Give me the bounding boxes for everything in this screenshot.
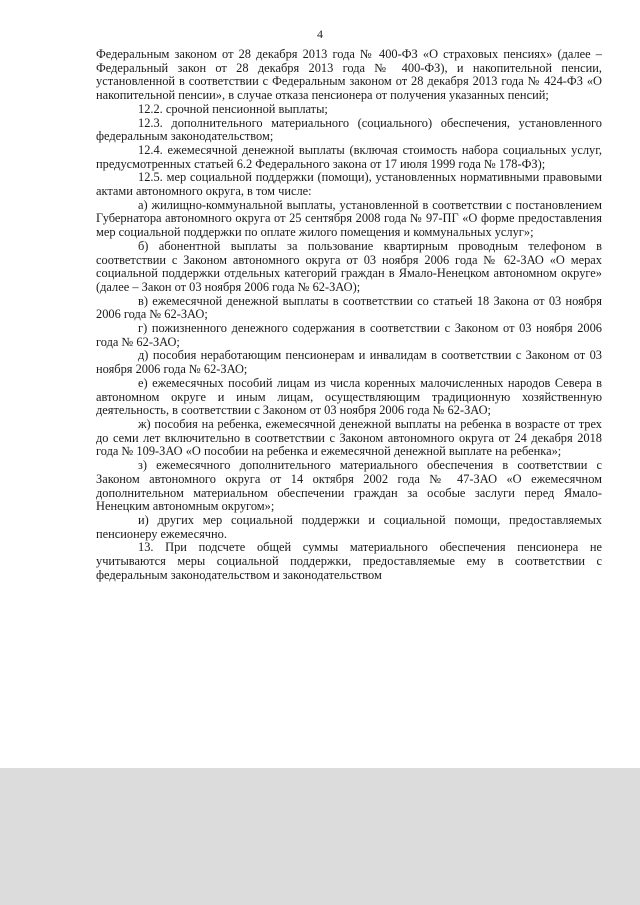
- paragraph-continuation: Федеральным законом от 28 декабря 2013 года № 400-ФЗ «О страховых пенсиях» (далее – Федеральный закон от 28 декабря 2013 года № 400-ФЗ), и накопительной пенсии, установленной в соответствии с Федеральным законом от 28 декабря 2013 года № 424-ФЗ «О накопительной пенсии», в случае отказа пенсионера от получения указанных пенсий;: [96, 47, 602, 103]
- subparagraph-v: в) ежемесячной денежной выплаты в соответствии со статьей 18 Закона от 03 ноября 2006 года № 62-ЗАО;: [96, 293, 602, 322]
- paragraph-12-4: 12.4. ежемесячной денежной выплаты (включая стоимость набора социальных услуг, предусмотренных статьей 6.2 Федерального закона от 17 июля 1999 года № 178-ФЗ);: [96, 142, 602, 171]
- subparagraph-g: г) пожизненного денежного содержания в соответствии с Законом от 03 ноября 2006 года № 62-ЗАО;: [96, 321, 602, 349]
- paragraph-12-3: 12.3. дополнительного материального (социального) обеспечения, установленного федеральным законодательством;: [96, 115, 602, 144]
- document-body: [96, 48, 602, 582]
- subparagraph-i: и) других мер социальной поддержки и социальной помощи, предоставляемых пенсионеру ежемесячно.: [96, 512, 602, 541]
- subparagraph-zh: ж) пособия на ребенка, ежемесячной денежной выплаты на ребенка в возрасте от трех до семи лет включительно в соответствии с Законом автономного округа от 24 декабря 2018 года № 109-ЗАО «О пособии на ребенка и ежемесячной денежной выплате на ребенка»;: [96, 416, 602, 459]
- page-number: 4: [317, 27, 323, 41]
- scan-background: [0, 768, 640, 905]
- subparagraph-d: д) пособия неработающим пенсионерам и инвалидам в соответствии с Законом от 03 ноября 2006 года № 62-ЗАО;: [96, 348, 602, 377]
- paragraph-12-2: 12.2. срочной пенсионной выплаты;: [138, 101, 328, 116]
- subparagraph-e: е) ежемесячных пособий лицам из числа коренных малочисленных народов Севера в автономном округе и иным лицам, осуществляющим традиционную хозяйственную деятельность, в соответствии с Законом от 03 ноября 2006 года № 62-ЗАО;: [96, 375, 602, 418]
- subparagraph-z: з) ежемесячного дополнительного материального обеспечения в соответствии с Законом автономного округа от 14 октября 2002 года № 47-ЗАО «О ежемесячном дополнительном материальном обеспечении граждан за особые заслуги перед Ямало-Ненецким автономным округом»;: [96, 458, 602, 514]
- subparagraph-b: б) абонентной выплаты за пользование квартирным проводным телефоном в соответствии с Законом автономного округа от 03 ноября 2006 года № 62-ЗАО «О мерах социальной поддержки отдельных категорий граждан в Ямало-Ненецком автономном округе» (далее – Закон от 03 ноября 2006 года № 62-ЗАО);: [96, 238, 602, 294]
- paragraph-12-5: 12.5. мер социальной поддержки (помощи), установленных нормативными правовыми актами автономного округа, в том числе:: [96, 170, 602, 199]
- paragraph-13: 13. При подсчете общей суммы материального обеспечения пенсионера не учитываются меры социальной поддержки, предоставляемые ему в соответствии с федеральным законодательством и законодательством: [96, 540, 602, 582]
- subparagraph-a: а) жилищно-коммунальной выплаты, установленной в соответствии с постановлением Губернатора автономного округа от 25 сентября 2008 года № 97-ПГ «О форме предоставления мер социальной поддержки по оплате жилого помещения и коммунальных услуг»;: [96, 197, 602, 240]
